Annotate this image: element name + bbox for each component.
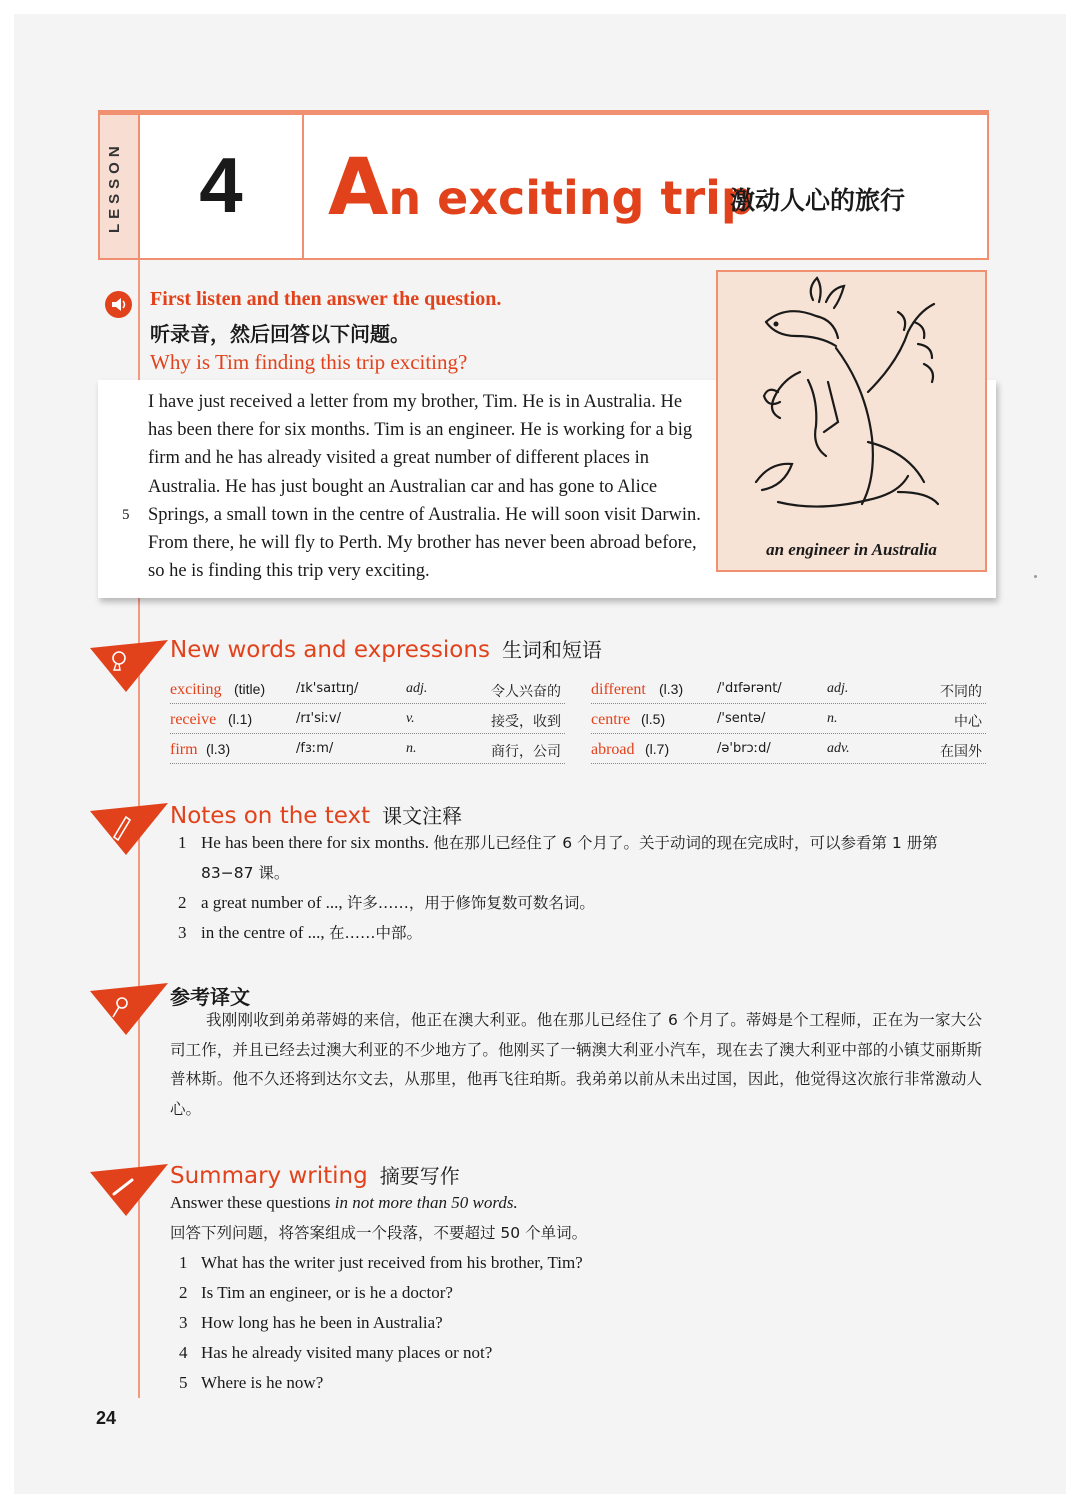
lesson-number: 4 xyxy=(140,115,304,258)
vocab-word: different xyxy=(591,681,646,698)
vocab-phonetic: /ə'brɔːd/ xyxy=(717,741,771,756)
vocab-word: centre xyxy=(591,711,631,728)
listen-instruction-cn: 听录音，然后回答以下问题。 xyxy=(150,322,410,346)
vocab-line-ref: (title) xyxy=(234,681,266,697)
passage-text: I have just received a letter from my brother, Tim. He is in Australia. He has been there for six months. Tim is an engineer. He is working for a big firm and he has already visited a great number of different places in Australia. He has just bought an Australian car and has gone to Alice Springs, a small town in the centre of Australia. He will soon visit Darwin. From there, he will fly to Perth. My brother has never been abroad before, so he is finding this trip very exciting. xyxy=(148,392,701,582)
question-text: Has he already visited many places or not? xyxy=(201,1343,493,1362)
vocab-row xyxy=(591,674,986,704)
vocab-phonetic: /fɜːm/ xyxy=(296,741,334,756)
kangaroo-engineer-drawing xyxy=(718,272,985,527)
question-text: What has the writer just received from his brother, Tim? xyxy=(201,1253,583,1272)
notes-heading xyxy=(170,800,462,829)
summary-instruction-b: in not more than 50 words. xyxy=(334,1193,518,1212)
vocab-pos: adv. xyxy=(827,741,850,756)
listen-question: Why is Tim finding this trip exciting? xyxy=(150,350,468,374)
summary-block xyxy=(170,1188,982,1398)
vocab-line-ref: (l.3) xyxy=(206,741,231,757)
vocab-line-ref: (l.3) xyxy=(659,681,684,697)
note-item xyxy=(178,828,988,888)
vocab-row xyxy=(170,704,565,734)
question-text: Is Tim an engineer, or is he a doctor? xyxy=(201,1283,453,1302)
illustration-caption: an engineer in Australia xyxy=(766,540,937,559)
pen-icon xyxy=(90,797,168,857)
vocab-row xyxy=(591,704,986,734)
summary-question xyxy=(170,1278,982,1308)
translation-text: 我刚刚收到弟弟蒂姆的来信，他正在澳大利亚。他在那儿已经住了 6 个月了。蒂姆是个工程师，正在为一家大公司工作，并且已经去过澳大利亚的不少地方了。他刚买了一辆澳大利亚小汽车，现在去了澳大利亚中部的小镇艾丽斯斯普林斯。他不久还将到达尔文去，从那里，他再飞往珀斯。我弟弟以前从未出过国，因此，他觉得这次旅行非常激动人心。 xyxy=(170,1011,982,1118)
illustration-panel xyxy=(716,270,987,572)
lesson-label: LESSON xyxy=(106,141,123,233)
title-rest: n exciting trip xyxy=(388,171,754,225)
vocab-meaning: 令人兴奋的 xyxy=(491,684,561,700)
notes-title: Notes on the text xyxy=(170,803,371,829)
vocab-list-right xyxy=(591,674,986,764)
summary-instruction xyxy=(170,1188,982,1218)
vocab-meaning: 在国外 xyxy=(940,744,982,760)
pencil-icon xyxy=(90,1158,168,1218)
summary-question xyxy=(170,1248,982,1278)
note-en: He has been there for six months. xyxy=(201,833,430,852)
summary-heading xyxy=(170,1160,460,1189)
vocab-meaning: 接受，收到 xyxy=(491,714,561,730)
title-initial: A xyxy=(328,143,389,233)
summary-title-cn: 摘要写作 xyxy=(379,1164,460,1188)
summary-title: Summary writing xyxy=(170,1163,368,1189)
lesson-header xyxy=(98,110,989,260)
vocab-meaning: 商行，公司 xyxy=(491,744,561,760)
question-text: How long has he been in Australia? xyxy=(201,1313,443,1332)
note-cn: 许多……，用于修饰复数可数名词。 xyxy=(346,894,595,912)
summary-question xyxy=(170,1338,982,1368)
vocab-row xyxy=(170,674,565,704)
vocab-row xyxy=(591,734,986,764)
note-en: in the centre of ..., xyxy=(201,923,325,942)
notes-list xyxy=(178,828,988,948)
vocab-meaning: 中心 xyxy=(954,714,982,730)
question-number: 1 xyxy=(179,1253,188,1272)
vocab-line-ref: (l.5) xyxy=(641,711,666,727)
vocab-title: New words and expressions xyxy=(170,637,490,663)
summary-question xyxy=(170,1368,982,1398)
note-cn: 他在那儿已经住了 6 个月了。关于动词的现在完成时，可以参看第 1 册第 83−87 课。 xyxy=(201,834,938,882)
vocab-word: abroad xyxy=(591,741,635,758)
vocab-pos: v. xyxy=(406,711,415,726)
lightbulb-icon xyxy=(90,634,168,694)
speaker-icon[interactable] xyxy=(105,291,132,318)
note-item xyxy=(178,918,988,948)
summary-instruction-cn: 回答下列问题，将答案组成一个段落，不要超过 50 个单词。 xyxy=(170,1224,588,1242)
lesson-title xyxy=(328,143,754,233)
vocab-pos: adj. xyxy=(406,681,428,696)
speck xyxy=(1034,575,1037,578)
vocab-pos: n. xyxy=(406,741,417,756)
question-number: 4 xyxy=(179,1343,188,1362)
lesson-strip xyxy=(100,115,140,258)
question-number: 5 xyxy=(179,1373,188,1392)
vocab-word: receive xyxy=(170,711,217,728)
note-number: 2 xyxy=(178,893,187,912)
vocab-line-ref: (l.1) xyxy=(228,711,253,727)
vocab-phonetic: /'dɪfərənt/ xyxy=(717,681,782,696)
note-item xyxy=(178,888,988,918)
note-cn: 在……中部。 xyxy=(328,924,422,942)
vocab-phonetic: /rɪ'siːv/ xyxy=(296,711,341,726)
vocab-title-cn: 生词和短语 xyxy=(501,638,602,662)
vocab-row xyxy=(170,734,565,764)
vocab-word: firm xyxy=(170,741,198,758)
note-en: a great number of ..., xyxy=(201,893,343,912)
summary-instruction-a: Answer these questions xyxy=(170,1193,335,1212)
page-number: 24 xyxy=(96,1408,117,1428)
vocab-phonetic: /'sentə/ xyxy=(717,711,766,726)
question-text: Where is he now? xyxy=(201,1373,324,1392)
vocab-pos: n. xyxy=(827,711,838,726)
listen-instruction-en: First listen and then answer the question. xyxy=(150,288,502,310)
pencil-icon xyxy=(90,977,168,1037)
translation-title: 参考译文 xyxy=(170,985,250,1009)
vocab-heading xyxy=(170,634,602,663)
vocab-phonetic: /ɪk'saɪtɪŋ/ xyxy=(296,681,359,696)
line-marker: 5 xyxy=(122,507,130,523)
vocab-pos: adj. xyxy=(827,681,849,696)
notes-title-cn: 课文注释 xyxy=(382,804,463,828)
vocab-list-left xyxy=(170,674,565,764)
question-number: 3 xyxy=(179,1313,188,1332)
question-number: 2 xyxy=(179,1283,188,1302)
lesson-title-cn: 激动人心的旅行 xyxy=(730,186,906,215)
vocab-word: exciting xyxy=(170,681,222,698)
vocab-line-ref: (l.7) xyxy=(645,741,670,757)
note-number: 1 xyxy=(178,833,187,852)
vocab-meaning: 不同的 xyxy=(940,684,982,700)
note-number: 3 xyxy=(178,923,187,942)
summary-question xyxy=(170,1308,982,1338)
